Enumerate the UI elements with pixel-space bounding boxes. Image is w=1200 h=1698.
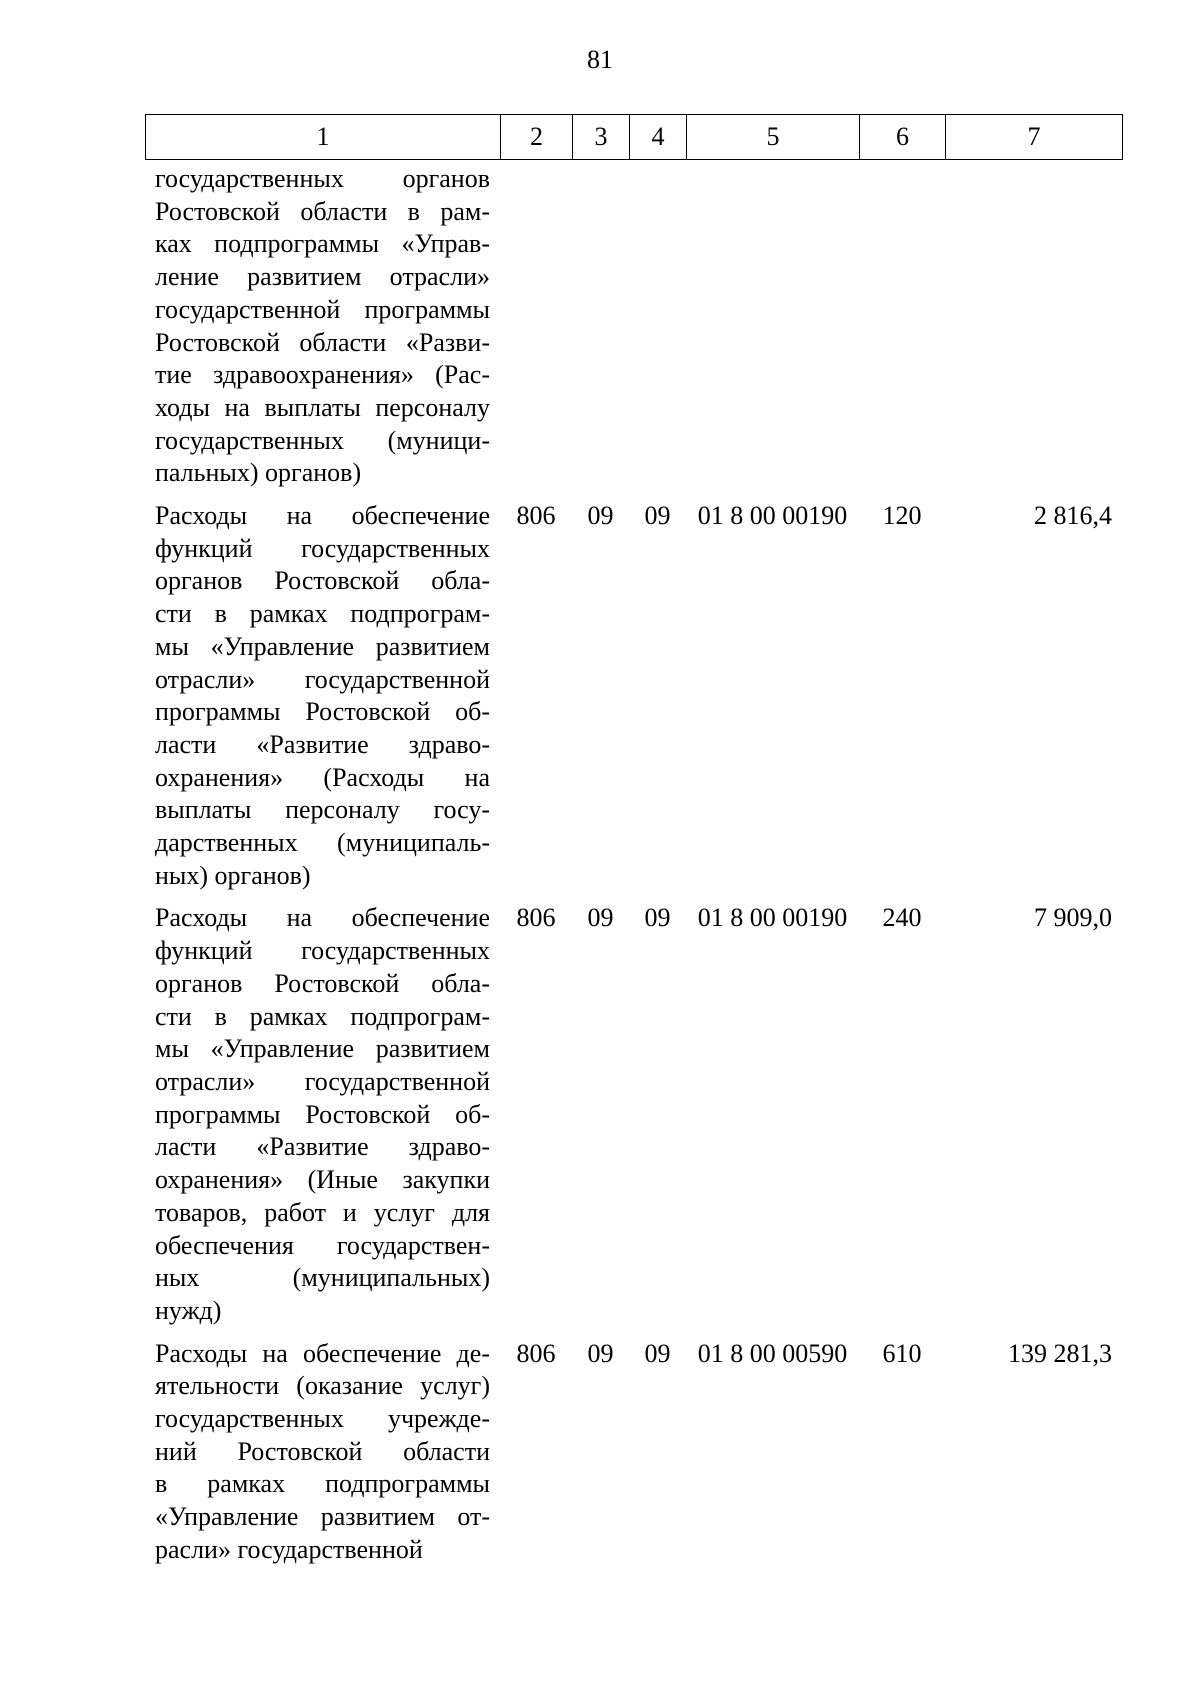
description-line: мы «Управление развитием (155, 1034, 490, 1064)
column-header-6: 6 (860, 115, 946, 160)
description-line: Расходы на обеспечение (155, 501, 490, 531)
description-line: охранения» (Иные закупки (155, 1165, 490, 1195)
description-line: ний Ростовской области (155, 1436, 490, 1466)
page-number: 81 (587, 45, 613, 74)
description-line: тие здравоохранения» (Рас- (155, 360, 490, 390)
description-line: Расходы на обеспечение де- (155, 1338, 490, 1368)
column-header-5: 5 (687, 115, 860, 160)
description-line: Ростовской области «Разви- (155, 327, 490, 357)
section-code-cell: 09 (587, 903, 614, 933)
column-header-2: 2 (501, 115, 573, 160)
description-line: государственных (муници- (155, 425, 490, 455)
description-line: органов Ростовской обла- (155, 968, 490, 998)
target-article-cell (686, 163, 859, 500)
table-header (145, 114, 1123, 160)
description-line: функций государственных (155, 936, 490, 966)
ministry-code-cell: 806 (516, 1338, 556, 1368)
row-description (145, 1338, 500, 1577)
description-line: нужд) (155, 1295, 222, 1325)
amount-cell: 7 909,0 (1034, 903, 1112, 933)
description-line: государственных учрежде- (155, 1404, 490, 1434)
description-line: функций государственных (155, 533, 490, 563)
table-body (145, 163, 1122, 1577)
description-line: дарственных (муниципаль- (155, 828, 490, 858)
description-line: обеспечения государствен- (155, 1230, 490, 1260)
amount-cell: 2 816,4 (1034, 501, 1112, 531)
description-line: охранения» (Расходы на (155, 762, 490, 792)
description-line: ных (муниципальных) (155, 1263, 490, 1293)
table-row (145, 902, 1122, 1337)
column-header-4: 4 (630, 115, 687, 160)
column-header-1: 1 (146, 115, 501, 160)
description-line: сти в рамках подпрограм- (155, 1001, 490, 1031)
description-line: отрасли» государственной (155, 664, 490, 694)
description-line: ходы на выплаты персоналу (155, 392, 490, 422)
description-line: ятельности (оказание услуг) (155, 1371, 490, 1401)
description-line: органов Ростовской обла- (155, 566, 490, 596)
section-code-cell: 09 (587, 1338, 614, 1368)
ministry-code-cell (500, 163, 572, 500)
amount-cell: 139 281,3 (1008, 1338, 1112, 1368)
description-line: ление развитием отрасли» (155, 262, 490, 292)
column-header-7: 7 (946, 115, 1123, 160)
description-line: выплаты персоналу госу- (155, 795, 490, 825)
description-line: программы Ростовской об- (155, 697, 490, 727)
expense-type-cell: 120 (882, 501, 922, 531)
description-line: Расходы на обеспечение (155, 903, 490, 933)
description-line: ных) органов) (155, 860, 311, 890)
description-line: сти в рамках подпрограм- (155, 599, 490, 629)
description-line: государственной программы (155, 294, 490, 324)
description-line: ласти «Развитие здраво- (155, 1132, 490, 1162)
subsection-code-cell: 09 (644, 903, 671, 933)
subsection-code-cell: 09 (644, 501, 671, 531)
column-header-3: 3 (573, 115, 630, 160)
description-line: в рамках подпрограммы (155, 1469, 490, 1499)
description-line: «Управление развитием от- (155, 1502, 490, 1532)
row-description (145, 163, 500, 500)
expense-type-cell (859, 163, 945, 500)
table-row (145, 163, 1122, 500)
table-row (145, 500, 1122, 902)
description-line: мы «Управление развитием (155, 631, 490, 661)
description-line: программы Ростовской об- (155, 1099, 490, 1129)
description-line: ласти «Развитие здраво- (155, 729, 490, 759)
section-code-cell: 09 (587, 501, 614, 531)
ministry-code-cell: 806 (516, 903, 556, 933)
expense-type-cell: 240 (882, 903, 922, 933)
target-article-cell: 01 8 00 00190 (697, 903, 848, 933)
section-code-cell (572, 163, 629, 500)
row-description (145, 902, 500, 1337)
table-row (145, 1338, 1122, 1577)
description-line: товаров, работ и услуг для (155, 1197, 490, 1227)
description-line: Ростовской области в рам- (155, 196, 490, 226)
target-article-cell: 01 8 00 00190 (697, 501, 848, 531)
description-line: государственных органов (155, 164, 490, 193)
amount-cell (945, 163, 1122, 500)
subsection-code-cell (629, 163, 686, 500)
expense-type-cell: 610 (882, 1338, 922, 1368)
target-article-cell: 01 8 00 00590 (697, 1338, 848, 1368)
ministry-code-cell: 806 (516, 501, 556, 531)
description-line: ках подпрограммы «Управ- (155, 229, 490, 259)
description-line: пальных) органов) (155, 458, 362, 488)
subsection-code-cell: 09 (644, 1338, 671, 1368)
description-line: расли» государственной (155, 1534, 423, 1564)
description-line: отрасли» государственной (155, 1066, 490, 1096)
row-description (145, 500, 500, 902)
